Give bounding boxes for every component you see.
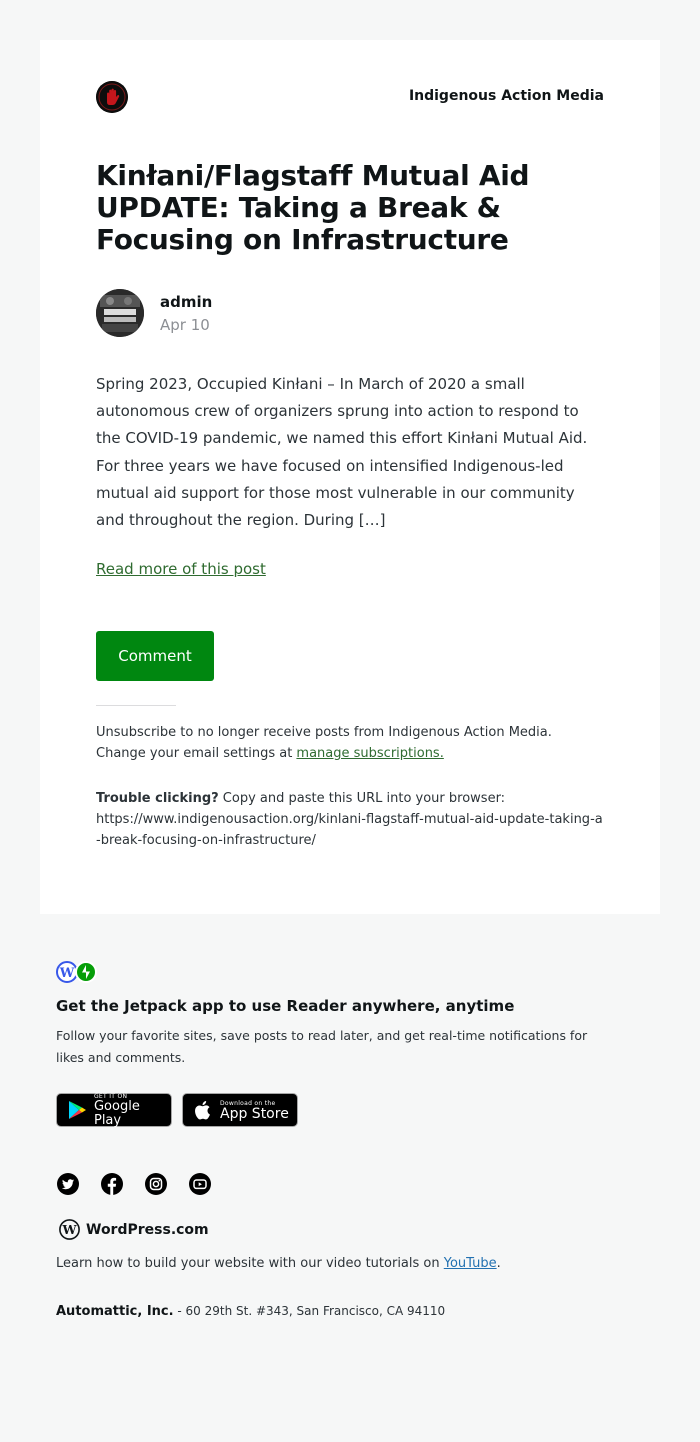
twitter-icon[interactable] <box>57 1173 79 1195</box>
jetpack-icon <box>75 961 97 983</box>
jetpack-promo-title: Get the Jetpack app to use Reader anywhere, anytime <box>56 997 515 1015</box>
instagram-icon[interactable] <box>145 1173 167 1195</box>
site-name[interactable]: Indigenous Action Media <box>408 88 604 104</box>
manage-subscriptions-link[interactable]: manage subscriptions. <box>296 746 444 761</box>
google-play-button[interactable] <box>56 1093 172 1127</box>
post-title[interactable]: Kinłani/Flagstaff Mutual Aid UPDATE: Taking a Break & Focusing on Infrastructure <box>96 159 530 256</box>
svg-text:W: W <box>62 1222 77 1238</box>
address-text: - 60 29th St. #343, San Francisco, CA 94110 <box>173 1304 446 1318</box>
apple-icon <box>193 1099 213 1121</box>
google-play-icon <box>66 1099 88 1121</box>
comment-button[interactable]: Comment <box>96 631 214 681</box>
learn-text-end: . <box>496 1256 501 1271</box>
author-avatar <box>96 289 144 337</box>
read-more-link[interactable]: Read more of this post <box>96 560 266 578</box>
trouble-clicking <box>96 788 606 851</box>
post-url: https://www.indigenousaction.org/kinlani-flagstaff-mutual-aid-update-taking-a-break-focusing-on-infrastructure/ <box>96 812 603 848</box>
facebook-icon[interactable] <box>101 1173 123 1195</box>
svg-text:W: W <box>59 966 75 981</box>
app-store-small-label: Download on the <box>220 1099 276 1107</box>
wordpress-logo-icon <box>59 1219 80 1240</box>
trouble-text: Copy and paste this URL into your browser: <box>218 791 506 806</box>
unsubscribe-notice <box>96 722 606 764</box>
jetpack-promo-text: Follow your favorite sites, save posts to read later, and get real-time notifications for likes and comments. <box>56 1028 588 1065</box>
learn-text <box>56 1256 501 1271</box>
wordpress-com-label: WordPress.com <box>86 1221 209 1238</box>
learn-text-body: Learn how to build your website with our video tutorials on <box>56 1256 444 1271</box>
google-play-label: Google Play <box>93 1098 140 1128</box>
google-play-small-label: GET IT ON <box>93 1092 128 1100</box>
app-store-button[interactable] <box>182 1093 298 1127</box>
youtube-link[interactable]: YouTube <box>443 1256 497 1271</box>
post-date: Apr 10 <box>160 316 210 334</box>
wordpress-com-logo[interactable] <box>59 1219 209 1240</box>
unsubscribe-text: Unsubscribe to no longer receive posts from Indigenous Action Media. <box>96 725 552 740</box>
email-card <box>40 40 660 914</box>
author-name: admin <box>160 293 213 311</box>
app-store-label: App Store <box>220 1105 289 1122</box>
site-logo[interactable] <box>96 81 128 113</box>
company-name: Automattic, Inc. <box>56 1304 174 1319</box>
post-excerpt: Spring 2023, Occupied Kinłani – In March of 2020 a small autonomous crew of organizers sprung into action to respond to the COVID-19 pandemic, we named this effort Kinłani Mutual Aid. For three years we have focused on intensified Indigenous-led mutual aid support for those most vulnerable in our community and throughout the region. During […] <box>96 375 588 530</box>
youtube-icon[interactable] <box>189 1173 211 1195</box>
change-settings-text: Change your email settings at <box>96 746 297 761</box>
trouble-label: Trouble clicking? <box>96 791 219 806</box>
company-address <box>56 1304 445 1319</box>
divider <box>96 705 176 706</box>
